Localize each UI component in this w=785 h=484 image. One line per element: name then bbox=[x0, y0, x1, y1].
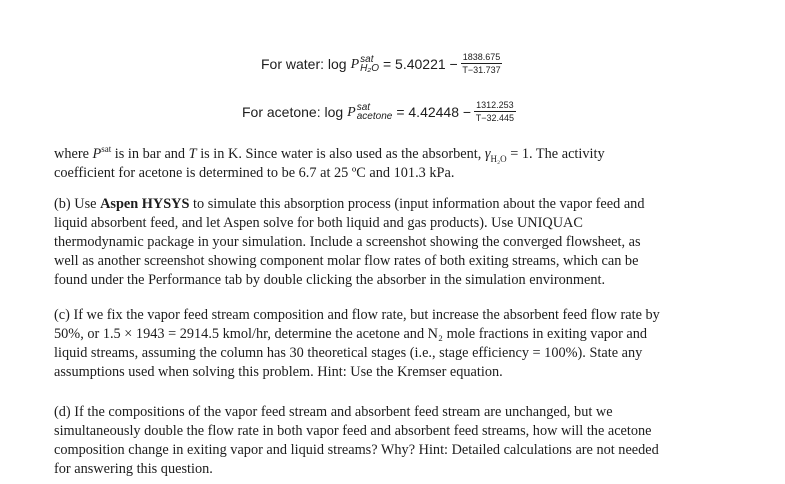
water-sup: sat bbox=[360, 53, 374, 65]
part-c-line-4: assumptions used when solving this problem. Hint: Use the Kremser equation. bbox=[54, 364, 503, 380]
part-d-line-2: simultaneously double the flow rate in both vapor feed and absorbent feed streams, how will the acetone bbox=[54, 423, 652, 439]
aspen-hysys-term: Aspen HYSYS bbox=[100, 196, 190, 212]
acetone-equation-label: For acetone: log bbox=[242, 103, 344, 120]
part-d-line-1: (d) If the compositions of the vapor feed stream and absorbent feed stream are unchanged, but we bbox=[54, 404, 613, 420]
water-fraction bbox=[461, 52, 503, 75]
where-line-2: coefficient for acetone is determined to be 6.7 at 25 ºC and 101.3 kPa. bbox=[54, 165, 455, 181]
part-b-paragraph bbox=[54, 195, 734, 290]
part-d-line-4: for answering this question. bbox=[54, 461, 213, 477]
part-b-line-5: found under the Performance tab by double clicking the absorber in the simulation environment. bbox=[54, 272, 606, 288]
part-c-line-2: 50%, or 1.5 × 1943 = 2914.5 kmol/hr, determine the acetone and N₂ mole fractions in exiting vapor and bbox=[54, 326, 648, 342]
water-vapor-pressure-equation bbox=[261, 52, 502, 75]
where-line-1: where $P^{sat}$ is in bar and T is in K. Since water is also used as the absorbent, $\gamma_{H_2O} = 1$. The activity bbox=[54, 144, 605, 164]
part-d-paragraph bbox=[54, 403, 734, 479]
acetone-fraction bbox=[474, 100, 516, 123]
part-b-line-3: thermodynamic package in your simulation. Include a screenshot showing the converged flowsheet, as bbox=[54, 234, 641, 250]
water-equation-rhs: = 5.40221 − bbox=[382, 55, 458, 72]
acetone-equation-rhs: = 4.42448 − bbox=[396, 103, 472, 120]
acetone-denominator: T−32.445 bbox=[475, 113, 514, 123]
part-b-line-1: (b) Use Aspen HYSYS to simulate this absorption process (input information about the vapor feed and bbox=[54, 196, 645, 212]
part-c-paragraph bbox=[54, 306, 734, 382]
water-equation-label: For water: log bbox=[261, 55, 347, 72]
water-denominator: T−31.737 bbox=[462, 65, 501, 75]
acetone-sup: sat bbox=[356, 101, 371, 113]
acetone-sub: acetone bbox=[356, 110, 393, 122]
water-pressure-symbol: P bbox=[350, 56, 360, 72]
water-pressure-scripts bbox=[360, 55, 379, 73]
acetone-vapor-pressure-equation bbox=[242, 100, 516, 123]
part-b-line-4: well as another screenshot showing component molar flow rates of both exiting streams, which can be bbox=[54, 253, 639, 269]
water-sub: H₂O bbox=[360, 62, 379, 74]
where-paragraph bbox=[54, 145, 734, 183]
water-numerator: 1838.675 bbox=[462, 52, 501, 62]
part-d-line-3: composition change in exiting vapor and liquid streams? Why? Hint: Detailed calculations are not needed bbox=[54, 442, 659, 458]
part-c-line-3: liquid streams, assuming the column has 30 theoretical stages (i.e., stage efficiency = 100%). State any bbox=[54, 345, 643, 361]
part-b-line-2: liquid absorbent feed, and let Aspen solve for both liquid and gas products). Use UNIQUAC bbox=[54, 215, 583, 231]
acetone-numerator: 1312.253 bbox=[476, 100, 514, 110]
acetone-pressure-symbol: P bbox=[347, 104, 356, 120]
part-c-line-1: (c) If we fix the vapor feed stream composition and flow rate, but increase the absorbent feed flow rate by bbox=[54, 307, 660, 323]
acetone-pressure-scripts bbox=[357, 103, 393, 121]
